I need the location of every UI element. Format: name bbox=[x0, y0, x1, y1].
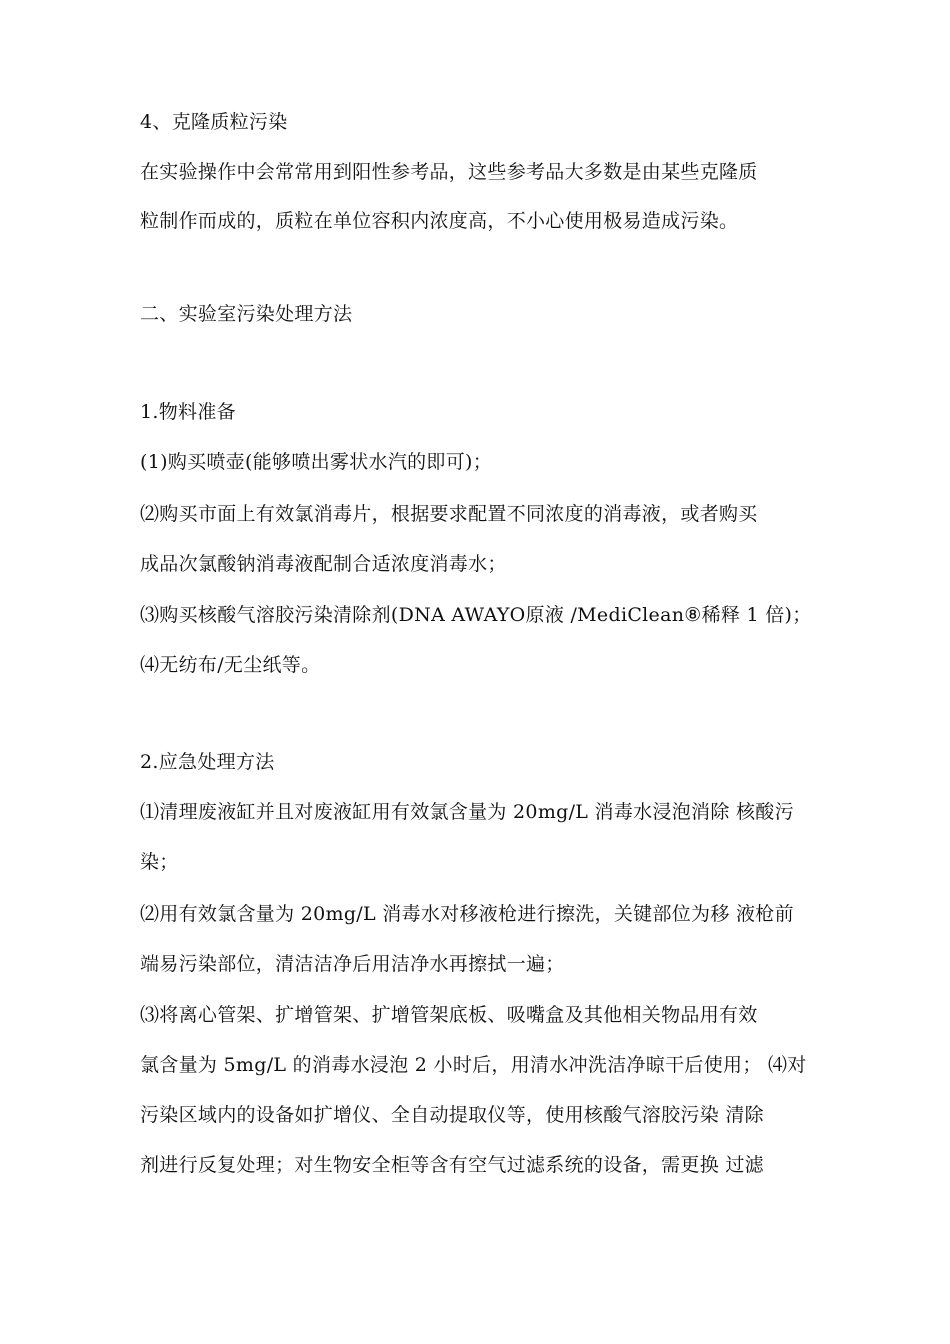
list-item: ⑶将离心管架、扩增管架、扩增管架底板、吸嘴盒及其他相关物品用有效 bbox=[140, 1004, 758, 1026]
list-item: (1)购买喷壶(能够喷出雾状水汽的即可)； bbox=[140, 451, 493, 473]
list-item: ⑵购买市面上有效氯消毒片，根据要求配置不同浓度的消毒液，或者购买 bbox=[140, 503, 758, 525]
section-4-heading: 4、克隆质粒污染 bbox=[140, 111, 288, 133]
paragraph-line: 粒制作而成的，质粒在单位容积内浓度高，不小心使用极易造成污染。 bbox=[140, 210, 739, 232]
list-item-continuation: 端易污染部位，清洁洁净后用洁净水再擦拭一遍； bbox=[140, 953, 565, 975]
sub-1-heading: 1.物料准备 bbox=[140, 401, 236, 423]
sub-2-heading: 2.应急处理方法 bbox=[140, 751, 275, 773]
list-item-continuation: 染； bbox=[140, 851, 179, 873]
paragraph-line: 在实验操作中会常常用到阳性参考品，这些参考品大多数是由某些克隆质 bbox=[140, 161, 758, 183]
list-item-continuation: 污染区域内的设备如扩增仪、全自动提取仪等，使用核酸气溶胶污染 清除 bbox=[140, 1104, 764, 1126]
list-item: ⑴清理废液缸并且对废液缸用有效氯含量为 20mg/L 消毒水浸泡消除 核酸污 bbox=[140, 801, 794, 823]
list-item: ⑶购买核酸气溶胶污染清除剂(DNA AWAYO原液 /MediClean⑧稀释 1 倍)； bbox=[140, 604, 812, 626]
list-item-continuation: 氯含量为 5mg/L 的消毒水浸泡 2 小时后，用清水冲洗洁净晾干后使用； ⑷对 bbox=[140, 1054, 807, 1076]
part-2-heading: 二、实验室污染处理方法 bbox=[140, 303, 353, 325]
list-item-continuation: 剂进行反复处理；对生物安全柜等含有空气过滤系统的设备，需更换 过滤 bbox=[140, 1154, 764, 1176]
list-item-continuation: 成品次氯酸钠消毒液配制合适浓度消毒水； bbox=[140, 553, 507, 575]
list-item: ⑵用有效氯含量为 20mg/L 消毒水对移液枪进行擦洗，关键部位为移 液枪前 bbox=[140, 903, 794, 925]
list-item: ⑷无纺布/无尘纸等。 bbox=[140, 654, 321, 676]
